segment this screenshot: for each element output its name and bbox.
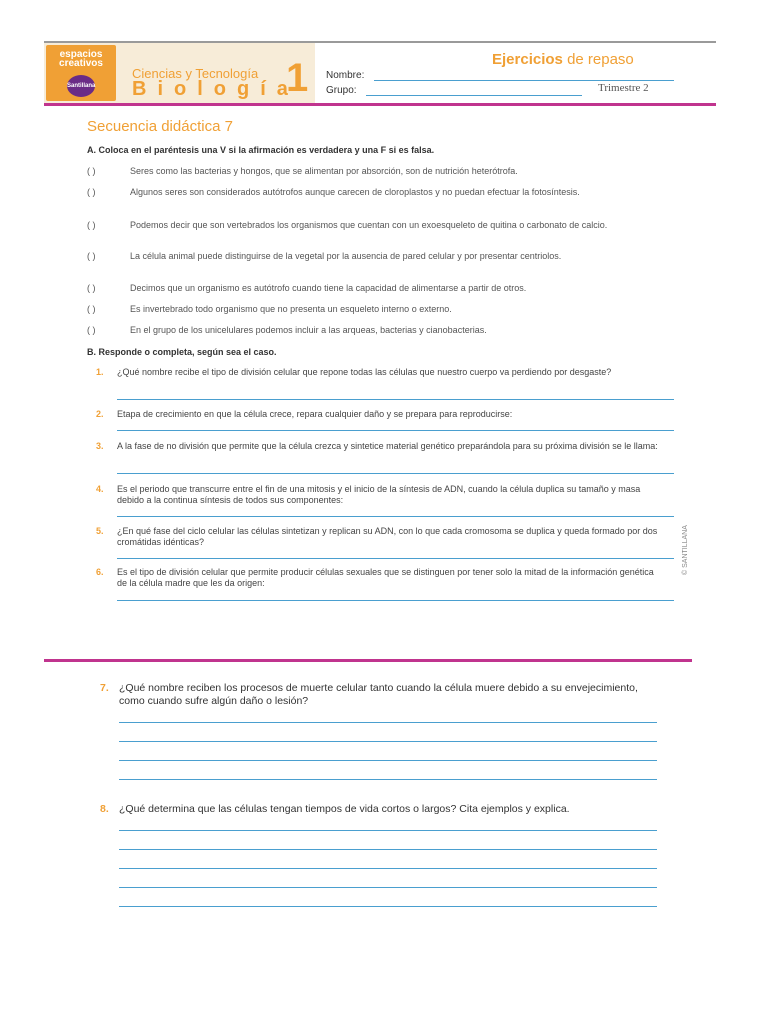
answer-line[interactable] — [119, 830, 657, 831]
answer-line[interactable] — [117, 558, 674, 559]
group-field[interactable] — [366, 95, 582, 96]
grade-number: 1 — [286, 56, 309, 100]
page-title — [492, 51, 634, 68]
header-divider — [44, 103, 716, 106]
answer-line[interactable] — [119, 779, 657, 780]
question-item — [96, 409, 666, 421]
list-item — [87, 220, 667, 244]
statement-text: Algunos seres son considerados autótrofos aunque carecen de cloroplastos y no puedan efectuar la fotosíntesis. — [130, 187, 580, 197]
question-text: ¿Qué nombre reciben los procesos de muerte celular tanto cuando la célula muere debido a su envejecimiento, como cuando sufre algún daño o lesión? — [119, 682, 638, 707]
section-b-instruction: B. Responde o completa, según sea el caso. — [87, 347, 277, 357]
list-item — [87, 283, 667, 295]
answer-paren[interactable]: ( ) — [87, 304, 96, 314]
question-number: 6. — [96, 567, 104, 577]
question-item — [96, 367, 666, 391]
list-item — [87, 166, 667, 178]
copyright-vertical: © SANTILLANA — [682, 525, 689, 575]
list-item — [87, 187, 667, 211]
statement-text: La célula animal puede distinguirse de la vegetal por la ausencia de pared celular y por presentar centriolos. — [130, 251, 562, 261]
answer-line[interactable] — [119, 722, 657, 723]
question-number: 7. — [100, 682, 109, 694]
publisher-badge-icon: Santillana — [67, 75, 95, 97]
answer-line[interactable] — [117, 516, 674, 517]
answer-line[interactable] — [117, 399, 674, 400]
course-title: Biología — [132, 78, 299, 100]
question-item — [96, 484, 666, 508]
question-number: 8. — [100, 803, 109, 815]
question-item — [96, 526, 666, 550]
subject-label: Ciencias y Tecnología — [132, 66, 259, 81]
answer-paren[interactable]: ( ) — [87, 251, 96, 261]
brand-line2: creativos — [59, 58, 103, 69]
term-label: Trimestre 2 — [598, 82, 649, 94]
list-item — [87, 304, 667, 316]
answer-paren[interactable]: ( ) — [87, 220, 96, 230]
page-divider — [44, 659, 692, 662]
question-text: ¿Qué determina que las células tengan tiempos de vida cortos o largos? Cita ejemplos y explica. — [119, 803, 570, 815]
title-rest: de repaso — [567, 51, 634, 68]
list-item — [87, 251, 667, 275]
name-label: Nombre: — [326, 70, 365, 81]
question-number: 4. — [96, 484, 104, 494]
question-text: Es el periodo que transcurre entre el fin de una mitosis y el inicio de la síntesis de ADN, cuando la célula duplica su tamaño y masa debido a la continua síntesis de todos sus componentes: — [117, 484, 641, 505]
answer-paren[interactable]: ( ) — [87, 187, 96, 197]
question-item — [100, 682, 660, 710]
answer-line[interactable] — [119, 906, 657, 907]
question-text: ¿Qué nombre recibe el tipo de división celular que repone todas las células que nuestro cuerpo va perdiendo por desgaste? — [117, 367, 612, 377]
answer-line[interactable] — [119, 760, 657, 761]
brand-line1: espacios — [59, 49, 103, 60]
brand-logo — [46, 45, 116, 101]
list-item — [87, 325, 667, 337]
question-item — [100, 803, 660, 817]
statement-text: En el grupo de los unicelulares podemos incluir a las arqueas, bacterias y cianobacterias. — [130, 325, 487, 335]
name-field[interactable] — [374, 80, 674, 81]
answer-line[interactable] — [119, 741, 657, 742]
statement-text: Es invertebrado todo organismo que no presenta un esqueleto interno o externo. — [130, 304, 452, 314]
statement-text: Podemos decir que son vertebrados los organismos que cuentan con un exoesqueleto de quitina o carbonato de calcio. — [130, 220, 608, 230]
answer-paren[interactable]: ( ) — [87, 283, 96, 293]
group-label: Grupo: — [326, 85, 357, 96]
question-text: Etapa de crecimiento en que la célula crece, repara cualquier daño y se prepara para reproducirse: — [117, 409, 513, 419]
answer-line[interactable] — [117, 430, 674, 431]
answer-paren[interactable]: ( ) — [87, 325, 96, 335]
sequence-title: Secuencia didáctica 7 — [87, 118, 233, 135]
answer-line[interactable] — [117, 600, 674, 601]
statement-text: Seres como las bacterias y hongos, que se alimentan por absorción, son de nutrición heterótrofa. — [130, 166, 518, 176]
question-text: A la fase de no división que permite que la célula crezca y sintetice material genético preparándola para su próxima división se le llama: — [117, 441, 658, 451]
section-a-instruction: A. Coloca en el paréntesis una V si la afirmación es verdadera y una F si es falsa. — [87, 145, 435, 155]
question-number: 2. — [96, 409, 104, 419]
statement-text: Decimos que un organismo es autótrofo cuando tiene la capacidad de alimentarse a partir de otros. — [130, 283, 527, 293]
question-number: 3. — [96, 441, 104, 451]
question-number: 5. — [96, 526, 104, 536]
question-item — [96, 567, 666, 591]
question-number: 1. — [96, 367, 104, 377]
answer-line[interactable] — [119, 868, 657, 869]
answer-line[interactable] — [119, 887, 657, 888]
question-text: ¿En qué fase del ciclo celular las células sintetizan y replican su ADN, con lo que cada cromosoma se duplica y queda formado por dos cromátidas idénticas? — [117, 526, 658, 547]
question-text: Es el tipo de división celular que permite producir células sexuales que se distinguen por tener solo la mitad de la información genética de la célula madre que les da origen: — [117, 567, 654, 588]
question-item — [96, 441, 666, 465]
answer-paren[interactable]: ( ) — [87, 166, 96, 176]
answer-line[interactable] — [117, 473, 674, 474]
answer-line[interactable] — [119, 849, 657, 850]
title-bold: Ejercicios — [492, 51, 563, 68]
